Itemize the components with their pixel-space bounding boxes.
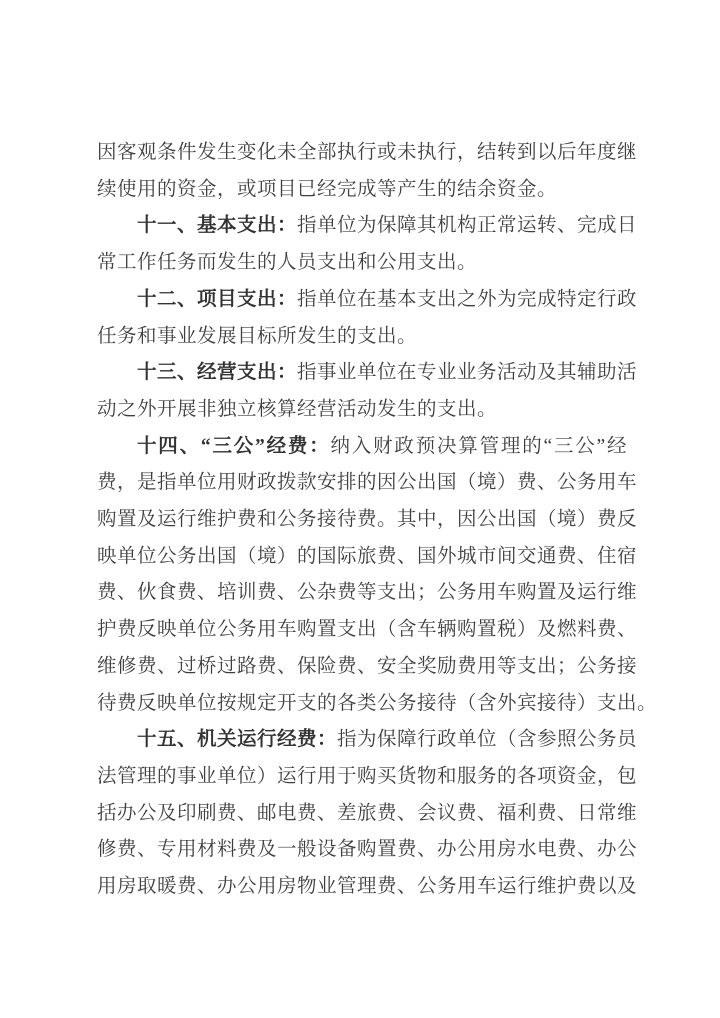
text-line (97, 429, 627, 466)
text-segment: 费，是指单位用财政拨款安排的因公出国（境）费、公务用车 (97, 472, 638, 494)
text-line (97, 722, 638, 759)
text-segment: 指为保障行政单位（含参照公务员 (337, 729, 638, 751)
term-heading: 十五、机关运行经费： (137, 729, 338, 751)
text-segment: 指单位在基本支出之外为完成特定行政 (297, 288, 638, 310)
text-segment: 法管理的事业单位）运行用于购买货物和服务的各项资金，包 (97, 765, 638, 787)
term-heading: 十三、经营支出： (137, 362, 298, 384)
text-segment: 因客观条件发生变化未全部执行或未执行，结转到以后年度继 (97, 142, 638, 163)
text-segment: 纳入财政预决算管理的“三公”经 (330, 435, 627, 457)
text-line (97, 796, 638, 833)
text-line (97, 319, 627, 356)
text-line (97, 869, 638, 906)
term-heading: 十四、“三公”经费： (137, 435, 331, 457)
text-line (97, 245, 627, 282)
text-line (97, 208, 638, 245)
text-segment: 续使用的资金，或项目已经完成等产生的结余资金。 (97, 178, 558, 200)
text-line (97, 832, 638, 869)
text-line (97, 686, 658, 723)
text-line (97, 575, 638, 612)
text-line (97, 282, 638, 319)
text-segment: 费、伙食费、培训费、公杂费等支出；公务用车购置及运行维 (97, 582, 638, 604)
text-line (97, 649, 638, 686)
text-line (97, 135, 638, 172)
text-line (97, 172, 627, 209)
term-heading: 十一、基本支出： (137, 215, 298, 237)
text-segment: 修费、专用材料费及一般设备购置费、办公用房水电费、办公 (97, 839, 638, 861)
text-segment: 任务和事业发展目标所发生的支出。 (97, 325, 418, 347)
text-line (97, 612, 638, 649)
text-segment: 用房取暖费、办公用房物业管理费、公务用车运行维护费以及 (97, 876, 638, 898)
text-line (97, 539, 638, 576)
text-line (97, 502, 638, 539)
text-segment: 映单位公务出国（境）的国际旅费、国外城市间交通费、住宿 (97, 545, 638, 567)
text-segment: 动之外开展非独立核算经营活动发生的支出。 (97, 398, 498, 420)
text-segment: 待费反映单位按规定开支的各类公务接待（含外宾接待）支出。 (97, 692, 658, 714)
text-line (97, 355, 638, 392)
text-segment: 括办公及印刷费、邮电费、差旅费、会议费、福利费、日常维 (97, 802, 638, 824)
text-line (97, 759, 638, 796)
text-segment: 指单位为保障其机构正常运转、完成日 (297, 215, 638, 237)
document-text (97, 135, 658, 906)
text-segment: 常工作任务而发生的人员支出和公用支出。 (97, 252, 478, 274)
text-segment: 护费反映单位公务用车购置支出（含车辆购置税）及燃料费、 (97, 619, 638, 641)
text-line (97, 392, 627, 429)
text-segment: 维修费、过桥过路费、保险费、安全奖励费用等支出；公务接 (97, 655, 638, 677)
text-line (97, 465, 638, 502)
text-segment: 指事业单位在专业业务活动及其辅助活 (297, 362, 638, 384)
text-segment: 购置及运行维护费和公务接待费。其中，因公出国（境）费反 (97, 509, 638, 531)
term-heading: 十二、项目支出： (137, 288, 298, 310)
